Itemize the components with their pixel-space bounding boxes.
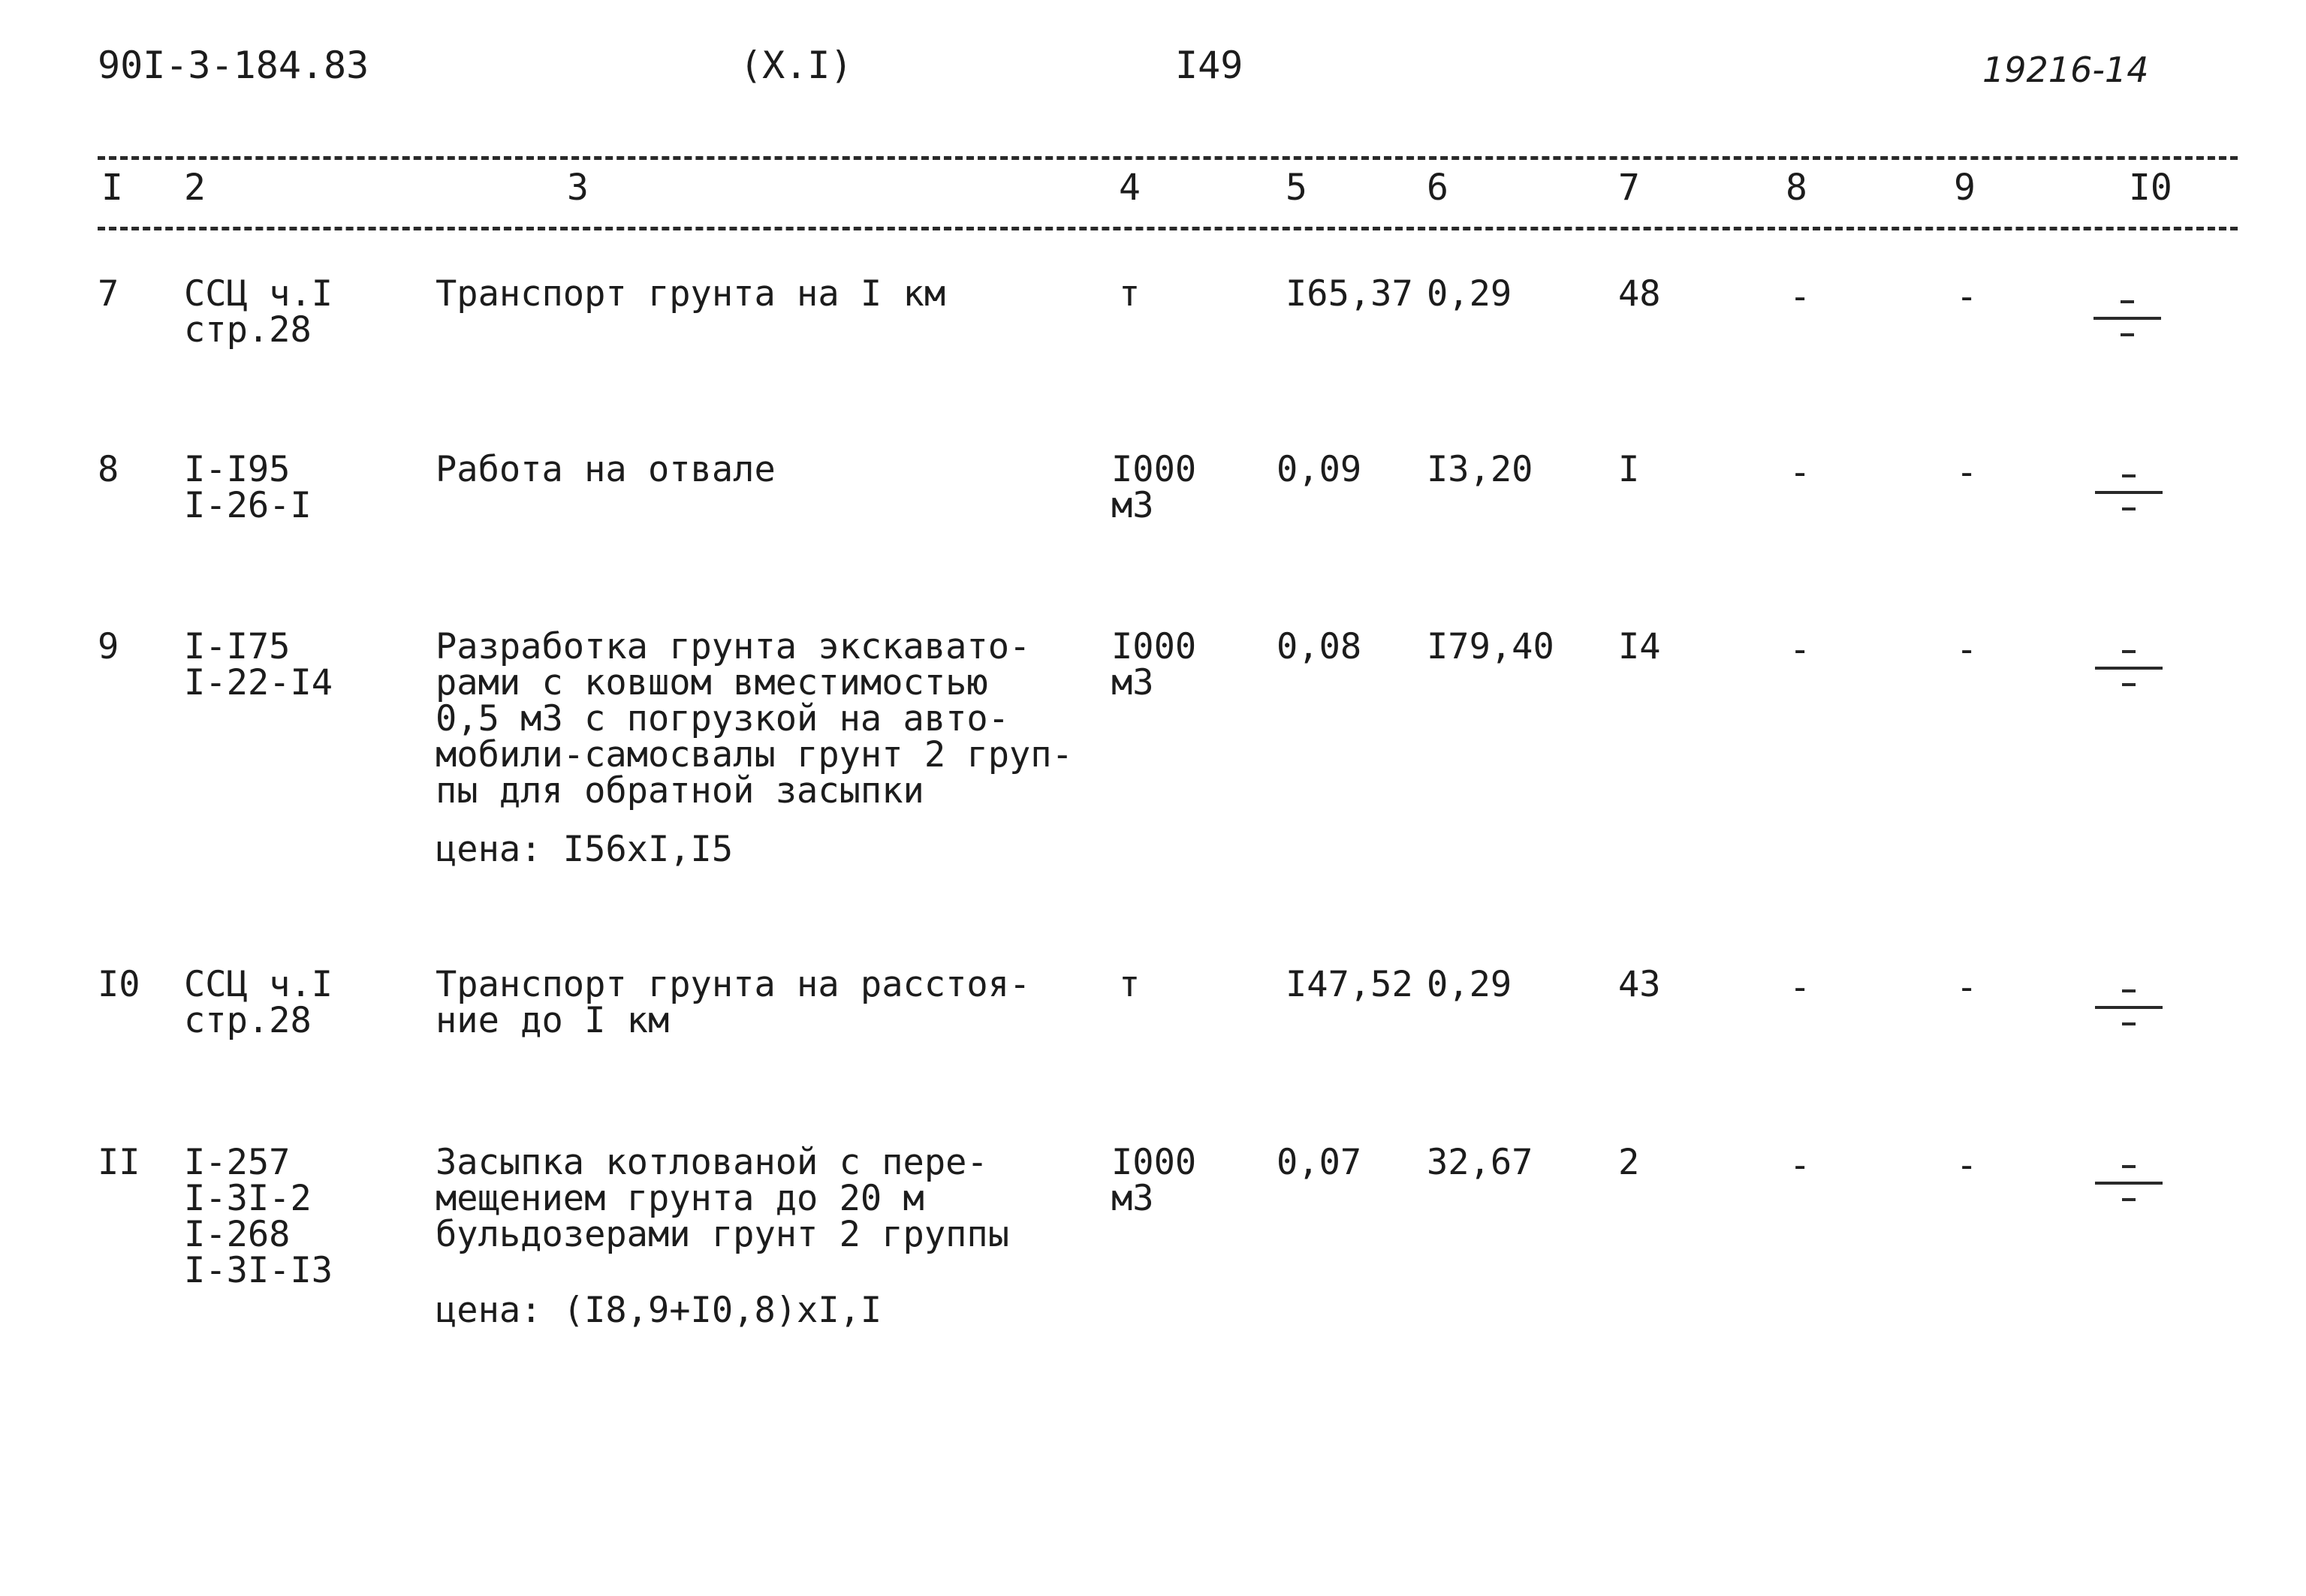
column-header: 8: [1786, 167, 1807, 209]
row-number: 9: [98, 626, 119, 667]
row-number: II: [98, 1142, 140, 1183]
column-8-value: -: [1789, 629, 1811, 670]
quantity: I65,37: [1286, 273, 1413, 315]
column-9-value: -: [1956, 276, 1978, 318]
unit-price: I79,40: [1427, 626, 1554, 667]
column-header: 9: [1954, 167, 1976, 209]
unit: т: [1119, 273, 1141, 315]
total-cost: I: [1618, 449, 1640, 490]
column-9-value: -: [1956, 967, 1978, 1008]
archive-number: 19216-14: [1982, 50, 2149, 90]
fraction-mark: [2095, 989, 2163, 1027]
unit: I000 м3: [1111, 1142, 1197, 1219]
norm-code: ССЦ ч.I стр.28: [184, 273, 333, 351]
work-description: Транспорт грунта на расстоя- ние до I км: [436, 964, 1031, 1041]
quantity: 0,07: [1277, 1142, 1362, 1183]
page-number: I49: [1175, 44, 1243, 87]
row-number: I0: [98, 964, 140, 1005]
column-8-value: -: [1789, 276, 1811, 318]
row-number: 8: [98, 449, 119, 490]
section-label: (X.I): [740, 44, 853, 87]
header-rule-top: [98, 156, 2238, 160]
unit-price: I3,20: [1427, 449, 1533, 490]
total-cost: 43: [1618, 964, 1661, 1005]
norm-code: I-257 I-3I-2 I-268 I-3I-I3: [184, 1142, 333, 1291]
unit: I000 м3: [1111, 626, 1197, 703]
quantity: 0,09: [1277, 449, 1362, 490]
norm-code: I-I75 I-22-I4: [184, 626, 333, 703]
column-8-value: -: [1789, 967, 1811, 1008]
unit-price: 0,29: [1427, 964, 1512, 1005]
unit-price: 0,29: [1427, 273, 1512, 315]
column-8-value: -: [1789, 1145, 1811, 1186]
work-description: Разработка грунта экскавато- рами с ковшом вместимостью 0,5 м3 с погрузкой на авто- мобили-самосвалы грунт 2 груп- пы для обратной засыпки: [436, 626, 1073, 812]
work-description: Работа на отвале: [436, 449, 776, 490]
total-cost: 2: [1618, 1142, 1640, 1183]
work-description: Засыпка котлованой с пере- мещением грунта до 20 м бульдозерами грунт 2 группы: [436, 1142, 1010, 1255]
total-cost: I4: [1618, 626, 1661, 667]
fraction-mark: [2093, 300, 2161, 338]
quantity: 0,08: [1277, 626, 1362, 667]
column-header: 6: [1427, 167, 1448, 209]
column-9-value: -: [1956, 629, 1978, 670]
column-header: 5: [1286, 167, 1307, 209]
norm-code: ССЦ ч.I стр.28: [184, 964, 333, 1041]
unit: т: [1119, 964, 1141, 1005]
row-number: 7: [98, 273, 119, 315]
quantity: I47,52: [1286, 964, 1413, 1005]
document-code: 90I-3-184.83: [98, 44, 369, 87]
column-header: I0: [2129, 167, 2172, 209]
column-header: 2: [184, 167, 206, 209]
price-note: цена: (I8,9+I0,8)хI,I: [436, 1290, 882, 1331]
column-9-value: -: [1956, 452, 1978, 493]
fraction-mark: [2095, 1165, 2163, 1203]
header-rule-bottom: [98, 227, 2238, 230]
total-cost: 48: [1618, 273, 1661, 315]
column-9-value: -: [1956, 1145, 1978, 1186]
unit-price: 32,67: [1427, 1142, 1533, 1183]
column-header: I: [101, 167, 123, 209]
norm-code: I-I95 I-26-I: [184, 449, 312, 526]
fraction-mark: [2095, 474, 2163, 512]
unit: I000 м3: [1111, 449, 1197, 526]
column-header: 7: [1618, 167, 1640, 209]
column-header: 3: [567, 167, 589, 209]
column-header: 4: [1119, 167, 1141, 209]
price-note: цена: I56хI,I5: [436, 829, 734, 870]
fraction-mark: [2095, 650, 2163, 688]
work-description: Транспорт грунта на I км: [436, 273, 946, 315]
column-8-value: -: [1789, 452, 1811, 493]
